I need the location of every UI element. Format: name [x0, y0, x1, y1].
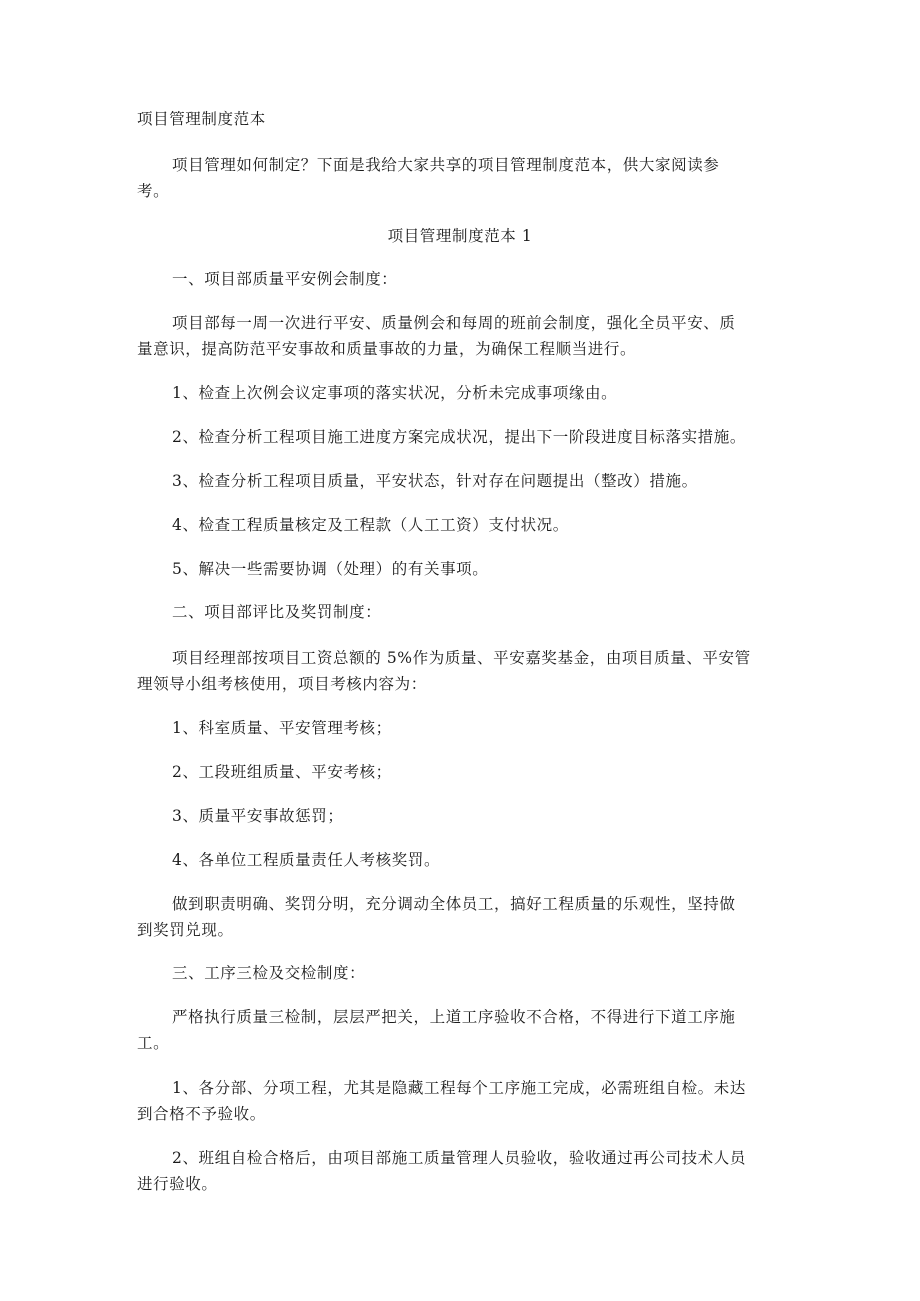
section-1-para-line-1: 项目部每一周一次进行平安、质量例会和每周的班前会制度，强化全员平安、质 [172, 314, 736, 332]
section-2-heading: 二、项目部评比及奖罚制度： [172, 603, 382, 621]
section-1-item-4: 4、检查工程质量核定及工程款（人工工资）支付状况。 [172, 516, 569, 534]
section-2-closing-line-2: 到奖罚兑现。 [137, 921, 234, 939]
section-3-para-line-2: 工。 [137, 1034, 170, 1052]
section-3-heading: 三、工序三检及交检制度： [172, 964, 366, 982]
section-3-item-2-line-1: 2、班组自检合格后，由项目部施工质量管理人员验收，验收通过再公司技术人员 [172, 1149, 746, 1167]
section-1-item-5: 5、解决一些需要协调（处理）的有关事项。 [172, 560, 489, 578]
section-2-item-1: 1、科室质量、平安管理考核； [172, 719, 392, 737]
section-2-item-3: 3、质量平安事故惩罚； [172, 807, 344, 825]
section-2-item-2: 2、工段班组质量、平安考核； [172, 763, 392, 781]
section-1-heading: 一、项目部质量平安例会制度： [172, 270, 398, 288]
section-2-para-line-1: 项目经理部按项目工资总额的 5%作为质量、平安嘉奖基金，由项目质量、平安管 [172, 649, 751, 667]
section-title: 项目管理制度范本 1 [387, 227, 533, 245]
section-1-item-1: 1、检查上次例会议定事项的落实状况，分析未完成事项缘由。 [172, 384, 618, 402]
document-title: 项目管理制度范本 [137, 110, 266, 128]
section-3-para-line-1: 严格执行质量三检制，层层严把关，上道工序验收不合格，不得进行下道工序施 [172, 1008, 736, 1026]
section-1-item-3: 3、检查分析工程项目质量，平安状态，针对存在问题提出（整改）措施。 [172, 472, 698, 490]
section-2-item-4: 4、各单位工程质量责任人考核奖罚。 [172, 851, 441, 869]
intro-line-1: 项目管理如何制定？下面是我给大家共享的项目管理制度范本，供大家阅读参 [172, 156, 720, 174]
section-3-item-1-line-2: 到合格不予验收。 [137, 1105, 266, 1123]
section-3-item-2-line-2: 进行验收。 [137, 1175, 218, 1193]
section-2-closing-line-1: 做到职责明确、奖罚分明，充分调动全体员工，搞好工程质量的乐观性，坚持做 [172, 895, 736, 913]
section-1-para-line-2: 量意识，提高防范平安事故和质量事故的力量，为确保工程顺当进行。 [137, 340, 637, 358]
intro-line-2: 考。 [137, 182, 170, 200]
section-1-item-2: 2、检查分析工程项目施工进度方案完成状况，提出下一阶段进度目标落实措施。 [172, 428, 746, 446]
section-2-para-line-2: 理领导小组考核使用，项目考核内容为： [137, 675, 427, 693]
section-3-item-1-line-1: 1、各分部、分项工程，尤其是隐藏工程每个工序施工完成，必需班组自检。未达 [172, 1079, 746, 1097]
